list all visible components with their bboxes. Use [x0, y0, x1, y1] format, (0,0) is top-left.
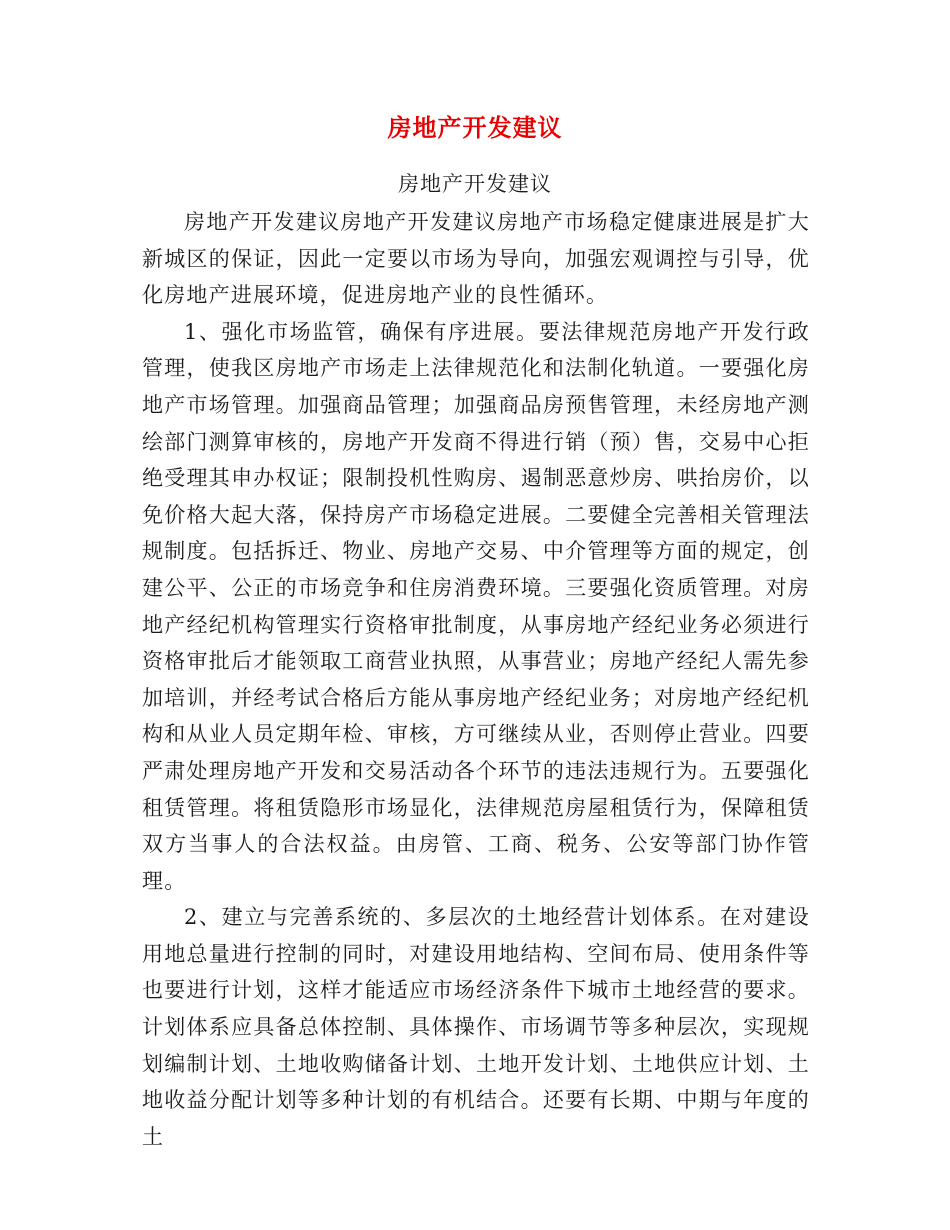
document-subtitle: 房地产开发建议	[398, 172, 552, 196]
paragraph-market-supervision: 1、强化市场监管，确保有序进展。要法律规范房地产开发行政管理，使我区房地产市场走上法律规范化和法制化轨道。一要强化房地产市场管理。加强商品管理；加强商品房预售管理，未经房地产测绘部门测算审核的，房地产开发商不得进行销（预）售，交易中心拒绝受理其申办权证；限制投机性购房、遏制恶意炒房、哄抬房价，以免价格大起大落，保持房产市场稳定进展。二要健全完善相关管理法规制度。包括拆迁、物业、房地产交易、中介管理等方面的规定，创建公平、公正的市场竞争和住房消费环境。三要强化资质管理。对房地产经纪机构管理实行资格审批制度，从事房地产经纪业务必须进行资格审批后才能领取工商营业执照，从事营业；房地产经纪人需先参加培训，并经考试合格后方能从事房地产经纪业务；对房地产经纪机构和从业人员定期年检、审核，方可继续从业，否则停止营业。四要严肃处理房地产开发和交易活动各个环节的违法违规行为。五要强化租赁管理。将租赁隐形市场显化，法律规范房屋租赁行为，保障租赁双方当事人的合法权益。由房管、工商、税务、公安等部门协作管理。	[142, 319, 810, 893]
paragraph-land-planning: 2、建立与完善系统的、多层次的土地经营计划体系。在对建设用地总量进行控制的同时，对建设用地结构、空间布局、使用条件等也要进行计划，这样才能适应市场经济条件下城市土地经营的要求。计划体系应具备总体控制、具体操作、市场调节等多种层次，实现规划编制计划、土地收购储备计划、土地开发计划、土地供应计划、土地收益分配计划等多种计划的有机结合。还要有长期、中期与年度的土	[142, 905, 810, 1149]
document-body	[142, 204, 810, 1155]
document-title: 房地产开发建议	[387, 113, 563, 142]
paragraph-intro: 房地产开发建议房地产开发建议房地产市场稳定健康进展是扩大新城区的保证，因此一定要以市场为导向，加强宏观调控与引导，优化房地产进展环境，促进房地产业的良性循环。	[142, 210, 810, 308]
